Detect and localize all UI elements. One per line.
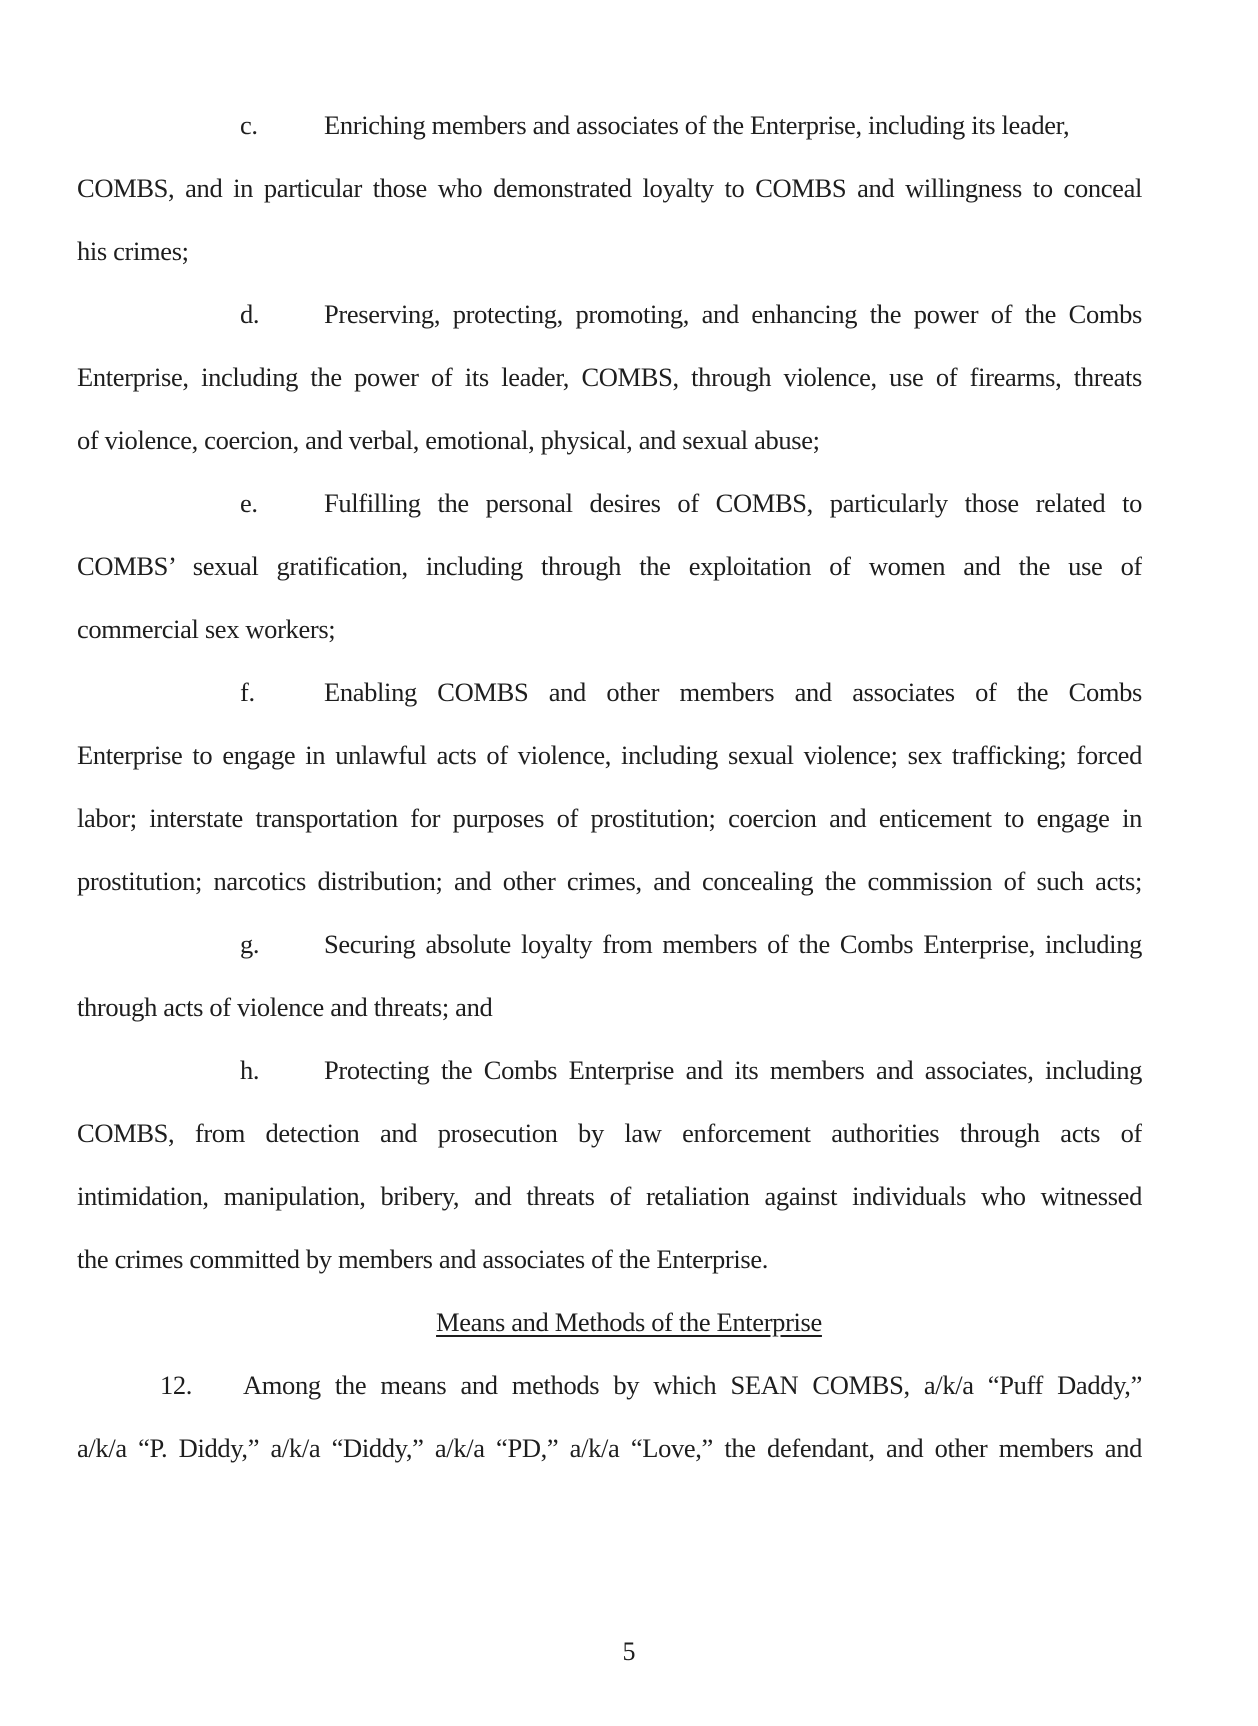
item-c-first-line xyxy=(77,105,1142,145)
section-heading xyxy=(0,1302,1258,1342)
item-label: f. xyxy=(240,677,255,707)
item-h-line: COMBS, from detection and prosecution by law enforcement authorities through acts of xyxy=(77,1118,1142,1148)
item-h-line: the crimes committed by members and associates of the Enterprise. xyxy=(77,1244,769,1274)
item-c-line: his crimes; xyxy=(77,236,189,266)
item-label: g. xyxy=(240,929,260,959)
item-f-line: prostitution; narcotics distribution; and other crimes, and concealing the commission of such acts; xyxy=(77,866,1142,896)
item-h-line: intimidation, manipulation, bribery, and threats of retaliation against individuals who witnessed xyxy=(77,1181,1142,1211)
item-text: Fulfilling the personal desires of COMBS, particularly those related to xyxy=(324,488,1142,518)
item-f-line: labor; interstate transportation for purposes of prostitution; coercion and enticement to engage in xyxy=(77,803,1142,833)
item-f-first-line xyxy=(77,672,1142,712)
item-label: d. xyxy=(240,299,260,329)
item-f-line: Enterprise to engage in unlawful acts of violence, including sexual violence; sex trafficking; forced xyxy=(77,740,1142,770)
paragraph-text: Among the means and methods by which SEAN COMBS, a/k/a “Puff Daddy,” xyxy=(243,1370,1142,1400)
item-e-first-line xyxy=(77,483,1142,523)
item-d-line: of violence, coercion, and verbal, emotional, physical, and sexual abuse; xyxy=(77,425,820,455)
item-label: h. xyxy=(240,1055,260,1085)
item-h-first-line xyxy=(77,1050,1142,1090)
item-text: Enriching members and associates of the Enterprise, including its leader, xyxy=(324,110,1070,140)
item-label: e. xyxy=(240,488,258,518)
item-text: Securing absolute loyalty from members of the Combs Enterprise, including xyxy=(324,929,1142,959)
item-text: Protecting the Combs Enterprise and its members and associates, including xyxy=(324,1055,1142,1085)
item-label: c. xyxy=(240,110,258,140)
item-e-line: COMBS’ sexual gratification, including through the exploitation of women and the use of xyxy=(77,551,1142,581)
item-g-first-line xyxy=(77,924,1142,964)
item-e-line: commercial sex workers; xyxy=(77,614,336,644)
item-d-first-line xyxy=(77,294,1142,334)
page-number: 5 xyxy=(622,1637,636,1666)
item-text: Enabling COMBS and other members and associates of the Combs xyxy=(324,677,1142,707)
item-text: Preserving, protecting, promoting, and enhancing the power of the Combs xyxy=(324,299,1142,329)
section-heading-text: Means and Methods of the Enterprise xyxy=(436,1307,822,1337)
paragraph-number: 12. xyxy=(160,1370,193,1400)
item-d-line: Enterprise, including the power of its leader, COMBS, through violence, use of firearms, threats xyxy=(77,362,1142,392)
item-g-line: through acts of violence and threats; and xyxy=(77,992,493,1022)
paragraph-12-first-line xyxy=(77,1365,1142,1405)
item-c-line: COMBS, and in particular those who demonstrated loyalty to COMBS and willingness to conceal xyxy=(77,173,1142,203)
paragraph-12-line: a/k/a “P. Diddy,” a/k/a “Diddy,” a/k/a “PD,” a/k/a “Love,” the defendant, and other members and xyxy=(77,1433,1142,1463)
